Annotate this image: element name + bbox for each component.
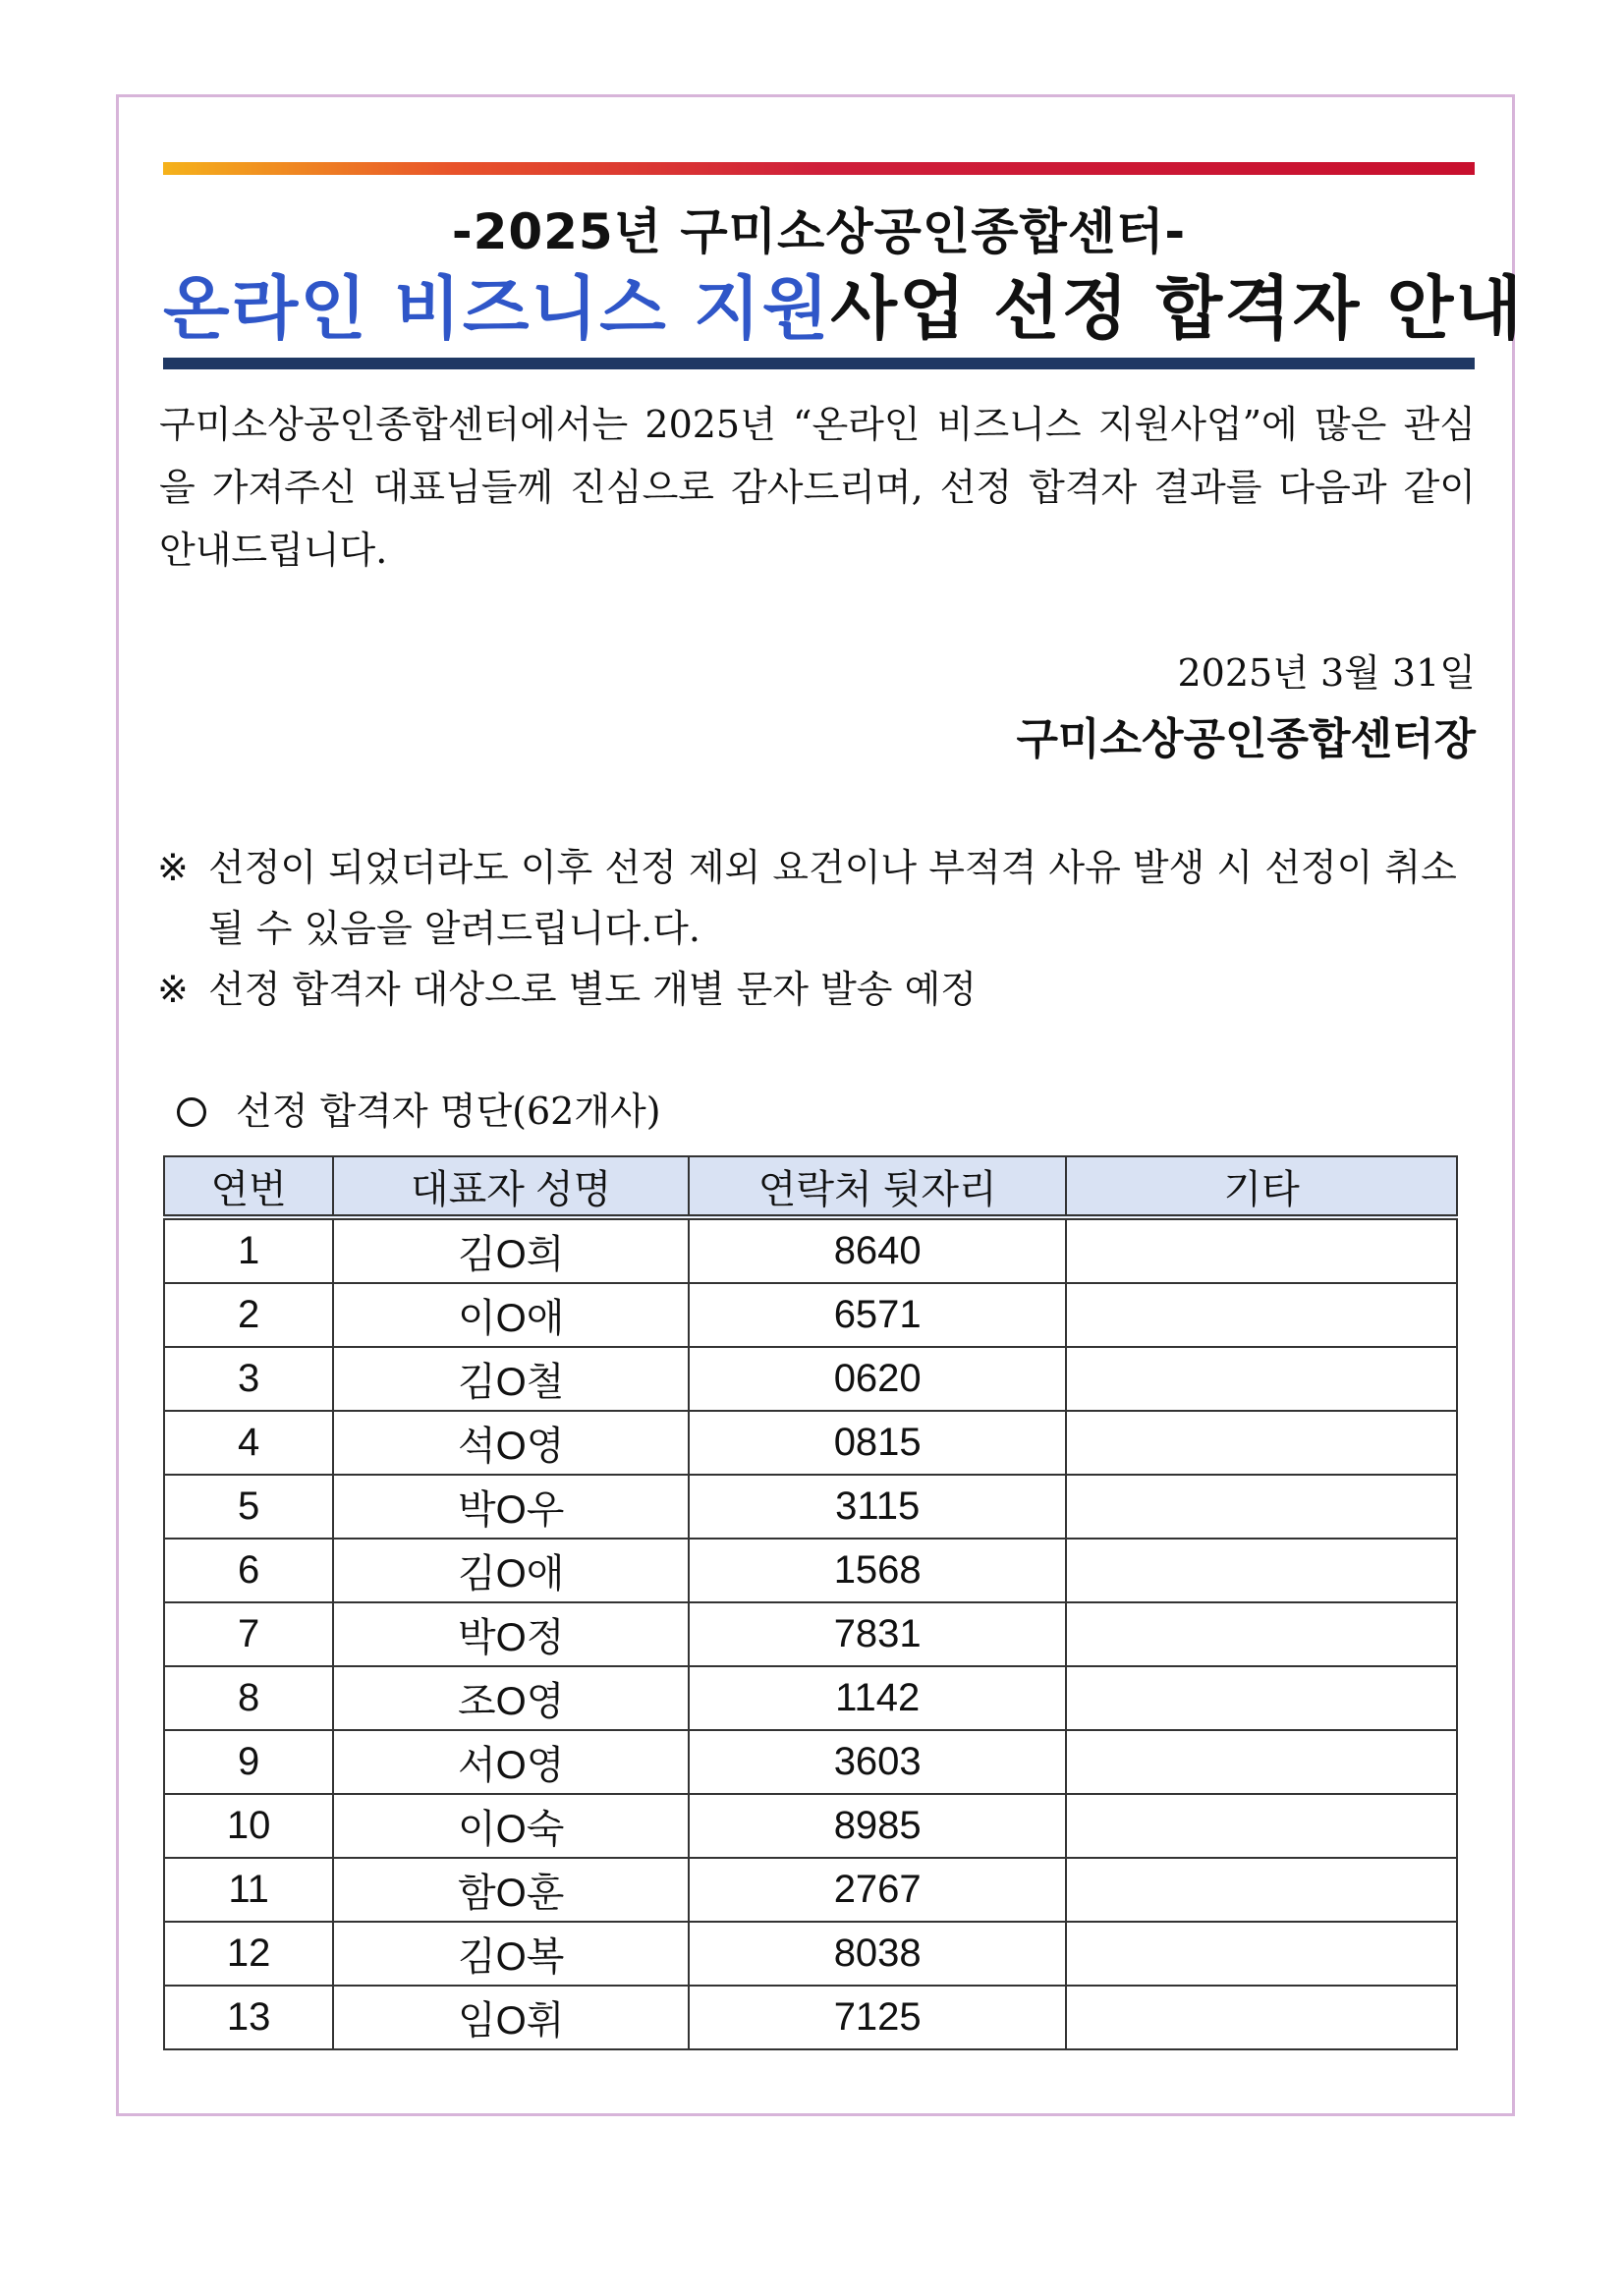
column-header-phone: 연락처 뒷자리	[689, 1156, 1066, 1217]
cell-etc	[1066, 1858, 1457, 1922]
table-header-row	[164, 1156, 1457, 1217]
cell-phone: 6571	[689, 1283, 1066, 1347]
notice-item	[157, 959, 1479, 1020]
cell-etc	[1066, 1539, 1457, 1602]
cell-number: 2	[164, 1283, 333, 1347]
cell-phone: 0815	[689, 1411, 1066, 1475]
cell-etc	[1066, 1411, 1457, 1475]
cell-number: 8	[164, 1666, 333, 1730]
header-subtitle: -2025년 구미소상공인종합센터-	[451, 203, 1187, 260]
column-header-name: 대표자 성명	[333, 1156, 689, 1217]
cell-number: 3	[164, 1347, 333, 1411]
notice-list	[157, 837, 1479, 1020]
header-underline-bar	[163, 358, 1475, 369]
table-body	[164, 1217, 1457, 2049]
table-row	[164, 1347, 1457, 1411]
cell-phone: 3603	[689, 1730, 1066, 1794]
cell-name: 서O영	[333, 1730, 689, 1794]
title-highlight: 온라인 비즈니스 지원	[163, 268, 831, 349]
column-header-number: 연번	[164, 1156, 333, 1217]
cell-etc	[1066, 1602, 1457, 1666]
cell-name: 이O애	[333, 1283, 689, 1347]
column-header-etc: 기타	[1066, 1156, 1457, 1217]
cell-phone: 8640	[689, 1217, 1066, 1283]
cell-etc	[1066, 1730, 1457, 1794]
header-gradient-bar	[163, 162, 1475, 175]
table-row	[164, 1666, 1457, 1730]
cell-number: 11	[164, 1858, 333, 1922]
cell-etc	[1066, 1217, 1457, 1283]
cell-etc	[1066, 1666, 1457, 1730]
cell-name: 김O희	[333, 1217, 689, 1283]
table-row	[164, 1539, 1457, 1602]
cell-phone: 8038	[689, 1922, 1066, 1986]
issuer-name: 구미소상공인종합센터장	[1016, 714, 1476, 764]
cell-name: 조O영	[333, 1666, 689, 1730]
cell-name: 김O복	[333, 1922, 689, 1986]
notice-item	[157, 837, 1479, 959]
roster-heading	[177, 1081, 661, 1135]
reference-mark-icon: ※	[157, 846, 189, 889]
cell-number: 12	[164, 1922, 333, 1986]
table-row	[164, 1602, 1457, 1666]
selected-applicants-table	[163, 1155, 1458, 2050]
cell-number: 10	[164, 1794, 333, 1858]
hollow-circle-bullet-icon	[177, 1097, 206, 1127]
table-row	[164, 1283, 1457, 1347]
cell-name: 김O애	[333, 1539, 689, 1602]
table-row	[164, 1794, 1457, 1858]
cell-name: 박O우	[333, 1475, 689, 1539]
cell-phone: 8985	[689, 1794, 1066, 1858]
cell-phone: 7831	[689, 1602, 1066, 1666]
cell-number: 13	[164, 1986, 333, 2049]
table-row	[164, 1986, 1457, 2049]
table-row	[164, 1858, 1457, 1922]
cell-phone: 7125	[689, 1986, 1066, 2049]
cell-number: 5	[164, 1475, 333, 1539]
title-rest: 사업 선정 합격자 안내	[830, 268, 1525, 349]
cell-name: 김O철	[333, 1347, 689, 1411]
reference-mark-icon: ※	[157, 968, 189, 1011]
roster-heading-text: 선정 합격자 명단(62개사)	[236, 1090, 661, 1133]
cell-etc	[1066, 1922, 1457, 1986]
cell-name: 함O훈	[333, 1858, 689, 1922]
table-row	[164, 1475, 1457, 1539]
cell-etc	[1066, 1794, 1457, 1858]
cell-name: 석O영	[333, 1411, 689, 1475]
cell-number: 4	[164, 1411, 333, 1475]
cell-number: 9	[164, 1730, 333, 1794]
table-row	[164, 1730, 1457, 1794]
cell-etc	[1066, 1347, 1457, 1411]
cell-phone: 0620	[689, 1347, 1066, 1411]
notice-text: 선정이 되었더라도 이후 선정 제외 요건이나 부적격 사유 발생 시 선정이 취소 될 수 있음을 알려드립니다.다.	[208, 846, 1457, 950]
page-title	[163, 253, 1525, 353]
intro-paragraph: 구미소상공인종합센터에서는 2025년 “온라인 비즈니스 지원사업”에 많은 관심을 가져주신 대표님들께 진심으로 감사드리며, 선정 합격자 결과를 다음과 같이 안내드립니다.	[159, 403, 1476, 572]
table-row	[164, 1411, 1457, 1475]
cell-phone: 3115	[689, 1475, 1066, 1539]
cell-etc	[1066, 1283, 1457, 1347]
cell-number: 7	[164, 1602, 333, 1666]
announcement-date: 2025년 3월 31일	[1177, 651, 1476, 695]
cell-number: 6	[164, 1539, 333, 1602]
notice-text: 선정 합격자 대상으로 별도 개별 문자 발송 예정	[208, 968, 978, 1011]
cell-phone: 1568	[689, 1539, 1066, 1602]
table-row	[164, 1217, 1457, 1283]
cell-name: 이O숙	[333, 1794, 689, 1858]
cell-number: 1	[164, 1217, 333, 1283]
table-row	[164, 1922, 1457, 1986]
cell-phone: 1142	[689, 1666, 1066, 1730]
cell-name: 박O정	[333, 1602, 689, 1666]
cell-etc	[1066, 1986, 1457, 2049]
cell-phone: 2767	[689, 1858, 1066, 1922]
cell-etc	[1066, 1475, 1457, 1539]
cell-name: 임O휘	[333, 1986, 689, 2049]
